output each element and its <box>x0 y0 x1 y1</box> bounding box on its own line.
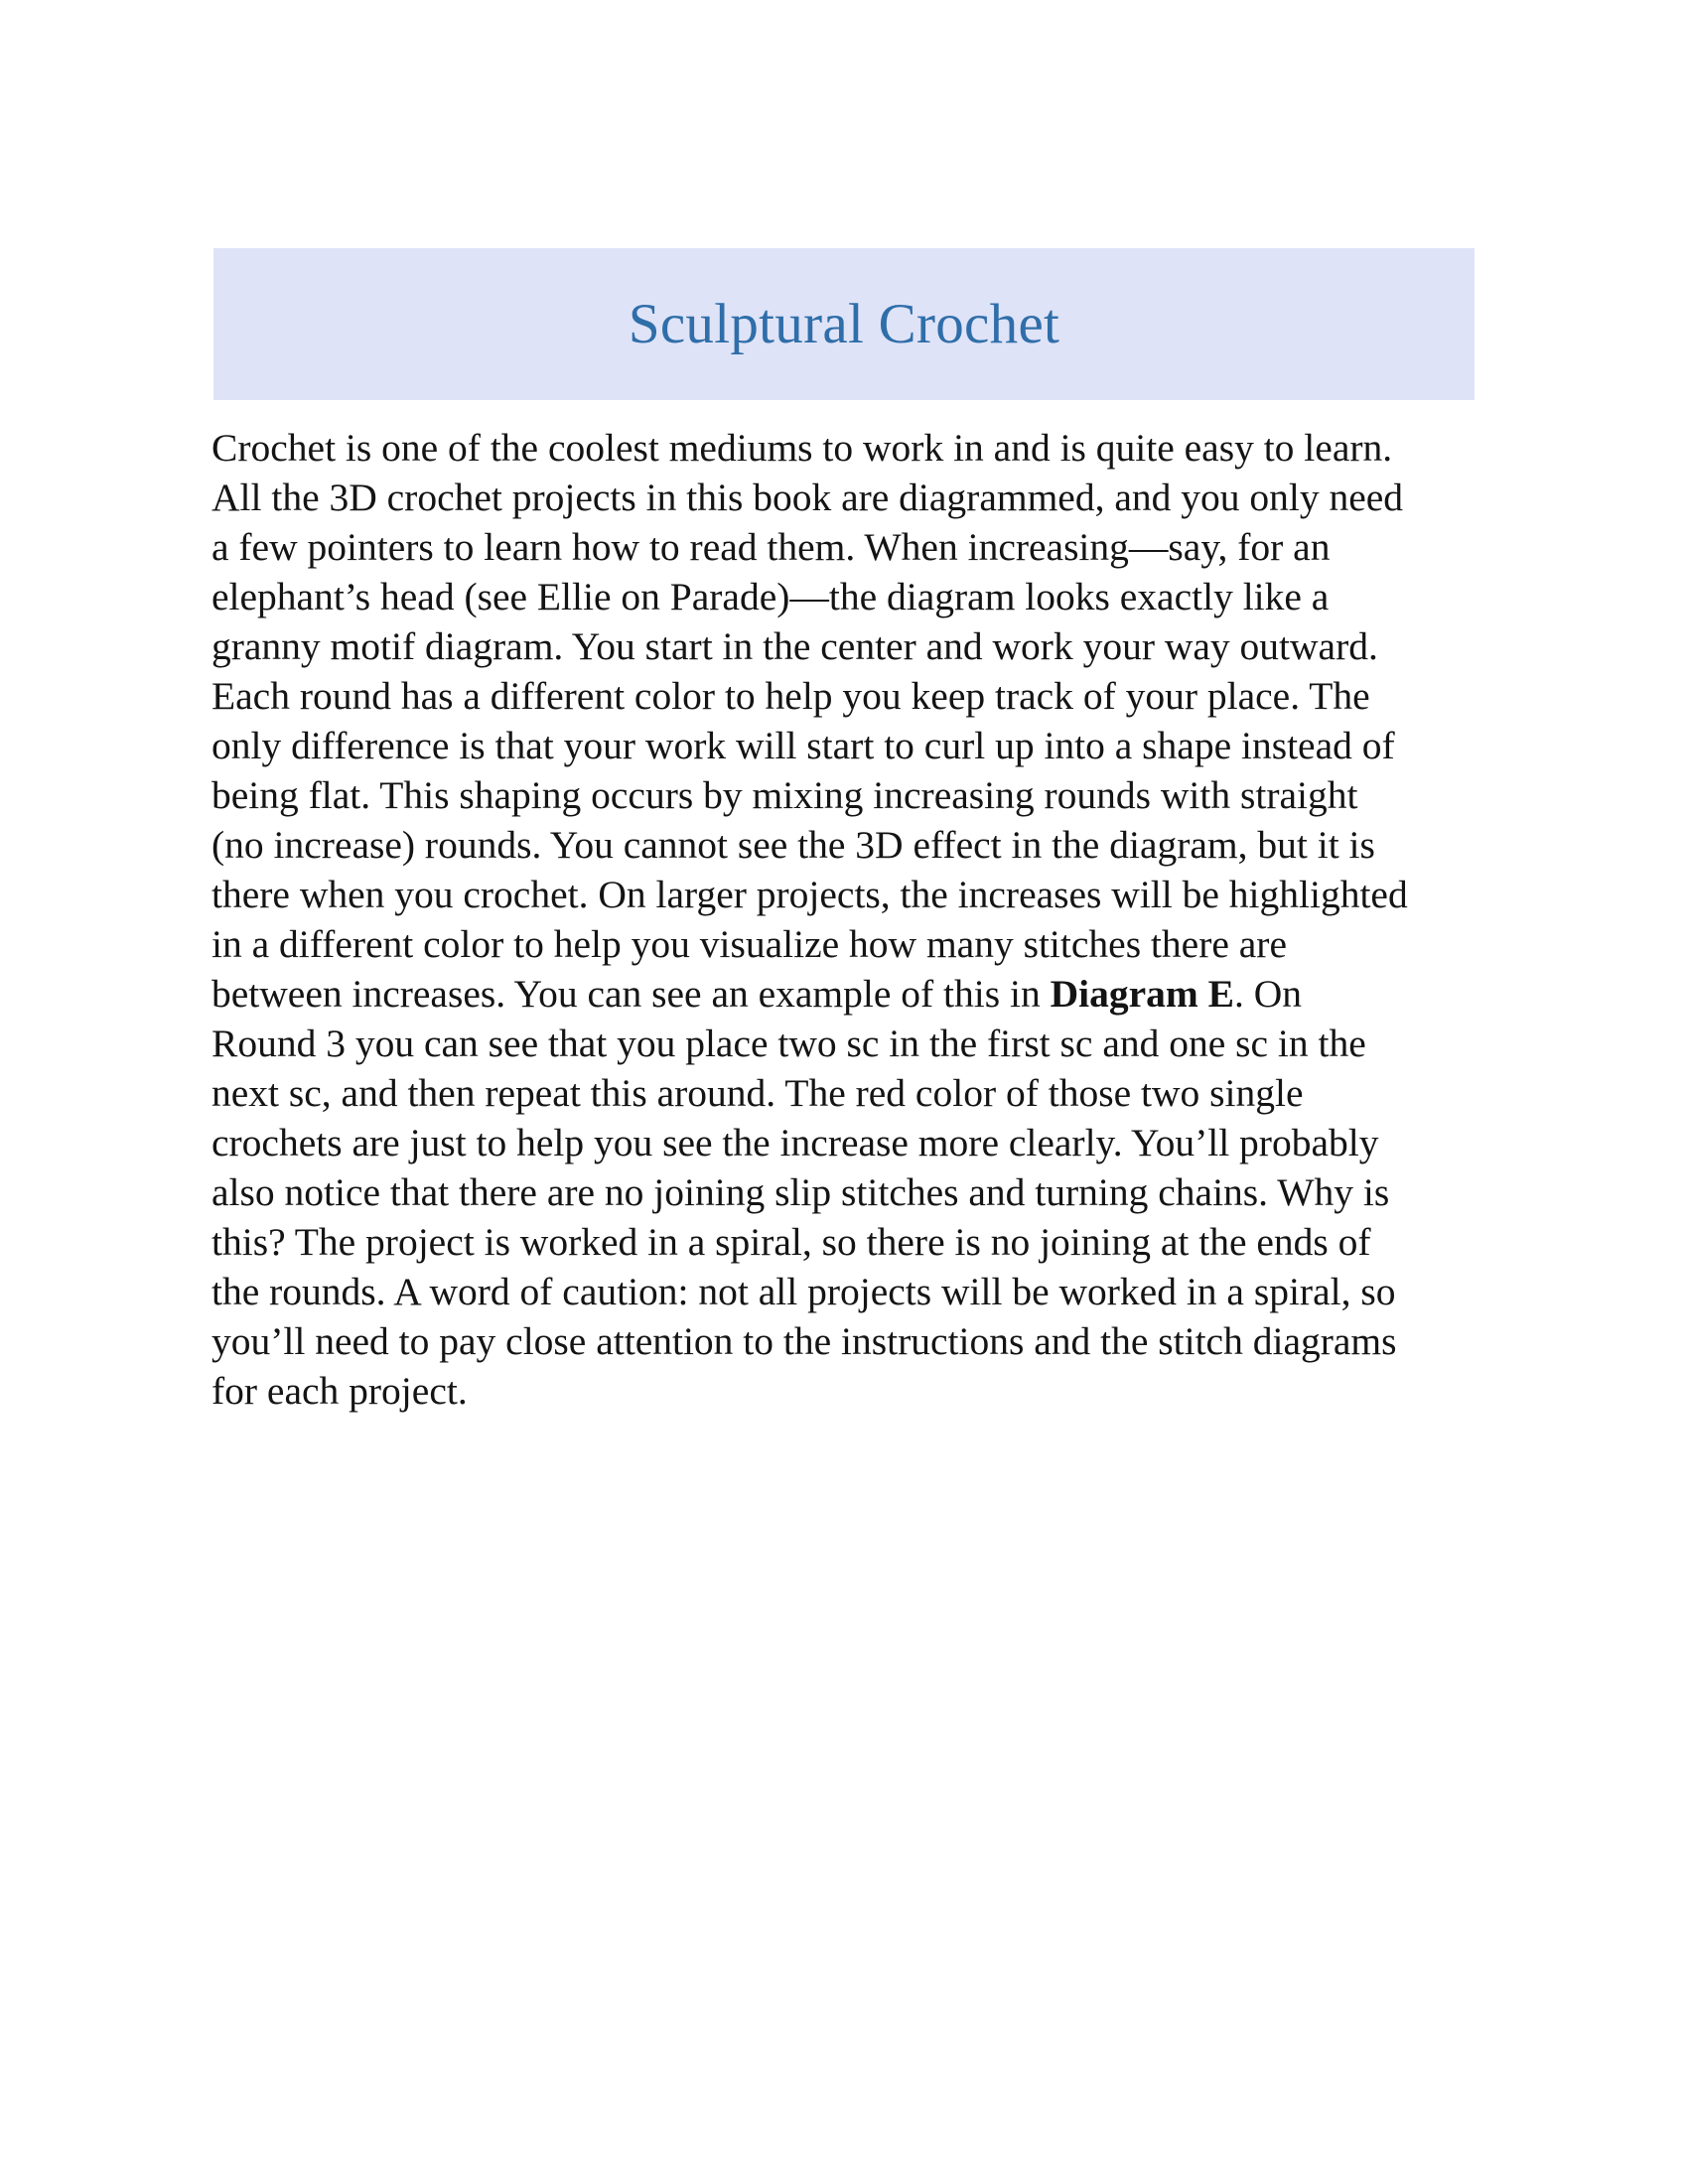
title-banner <box>213 248 1475 400</box>
body-line: All the 3D crochet projects in this book are diagrammed, and you only need <box>211 476 1404 519</box>
body-line: the rounds. A word of caution: not all projects will be worked in a spiral, so <box>211 1270 1396 1313</box>
body-line: a few pointers to learn how to read them. When increasing—say, for an <box>211 525 1331 569</box>
page-title: Sculptural Crochet <box>628 293 1060 355</box>
body-line: next sc, and then repeat this around. The red color of those two single <box>211 1071 1304 1115</box>
body-line: also notice that there are no joining slip stitches and turning chains. Why is <box>211 1170 1390 1214</box>
body-line: Crochet is one of the coolest mediums to work in and is quite easy to learn. <box>211 426 1393 470</box>
body-line: only difference is that your work will start to curl up into a shape instead of <box>211 724 1395 767</box>
body-line: you’ll need to pay close attention to the instructions and the stitch diagrams <box>211 1319 1397 1363</box>
body-paragraph <box>211 423 1492 1416</box>
body-line-diagram-reference <box>211 969 1492 1019</box>
body-line: Round 3 you can see that you place two sc in the first sc and one sc in the <box>211 1022 1366 1065</box>
body-line: granny motif diagram. You start in the center and work your way outward. <box>211 624 1378 668</box>
body-line: this? The project is worked in a spiral, so there is no joining at the ends of <box>211 1220 1371 1264</box>
body-line: (no increase) rounds. You cannot see the 3D effect in the diagram, but it is <box>211 823 1375 867</box>
body-text-segment: . On <box>1234 972 1303 1016</box>
body-text-segment: between increases. You can see an example of this in <box>211 972 1051 1016</box>
body-line: being flat. This shaping occurs by mixing increasing rounds with straight <box>211 773 1358 817</box>
body-line: in a different color to help you visualize how many stitches there are <box>211 922 1287 966</box>
body-line: elephant’s head (see Ellie on Parade)—the diagram looks exactly like a <box>211 575 1330 618</box>
diagram-e-reference: Diagram E <box>1050 972 1235 1016</box>
body-line: crochets are just to help you see the increase more clearly. You’ll probably <box>211 1121 1379 1164</box>
body-line: for each project. <box>211 1369 468 1413</box>
body-line: Each round has a different color to help you keep track of your place. The <box>211 674 1370 718</box>
body-line: there when you crochet. On larger projects, the increases will be highlighted <box>211 873 1408 916</box>
